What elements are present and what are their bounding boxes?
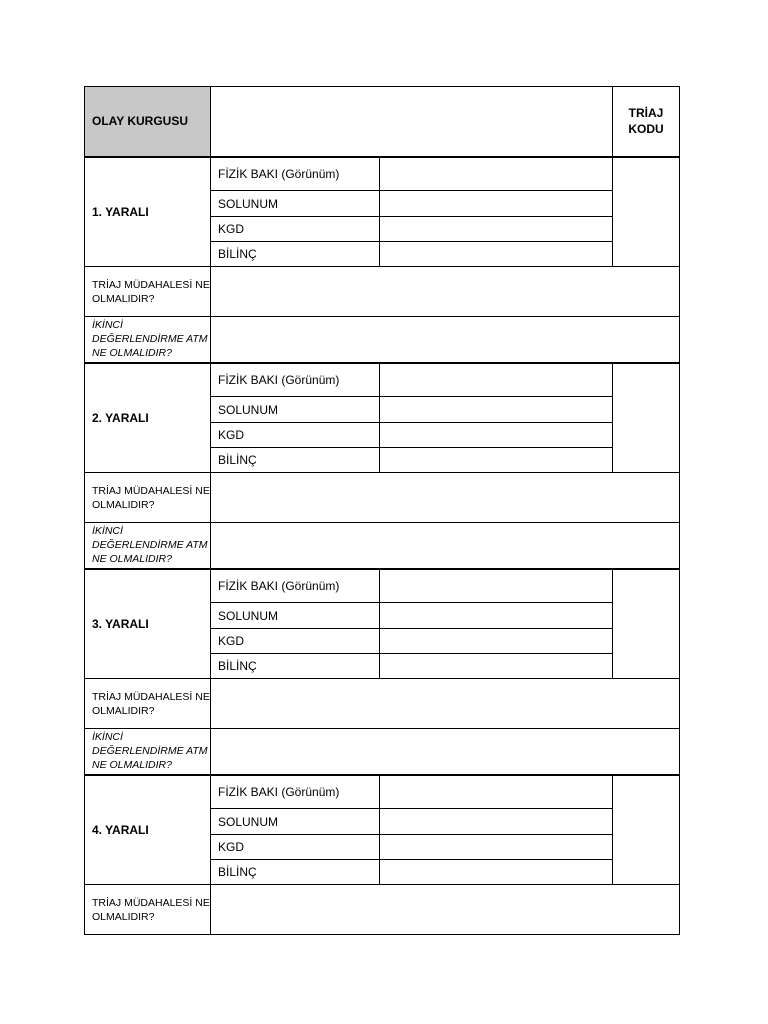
triage-table (84, 86, 680, 935)
triage-intervention-question: TRİAJ MÜDAHALESİ NE OLMALIDIR? (85, 679, 211, 729)
victim-4-intervention-input[interactable] (211, 885, 680, 935)
victim-1-breathing-input[interactable] (380, 191, 613, 217)
victim-3-intervention-input[interactable] (211, 679, 680, 729)
field-consciousness-label: BİLİNÇ (211, 448, 380, 473)
field-kgd-label: KGD (211, 835, 380, 860)
victim-2-label: 2. YARALI (85, 363, 211, 473)
field-kgd-label: KGD (211, 629, 380, 654)
victim-2-kgd-input[interactable] (380, 423, 613, 448)
field-consciousness-label: BİLİNÇ (211, 654, 380, 679)
victim-1-secondary-input[interactable] (211, 317, 680, 363)
victim-4-triage-code-input[interactable] (613, 775, 680, 885)
scenario-input[interactable] (211, 87, 613, 157)
victim-2-intervention-input[interactable] (211, 473, 680, 523)
victim-3-breathing-input[interactable] (380, 603, 613, 629)
triage-code-label: TRİAJ KODU (613, 87, 680, 157)
victim-4-kgd-input[interactable] (380, 835, 613, 860)
triage-intervention-question: TRİAJ MÜDAHALESİ NE OLMALIDIR? (85, 885, 211, 935)
field-breathing-label: SOLUNUM (211, 603, 380, 629)
victim-2-breathing-input[interactable] (380, 397, 613, 423)
victim-3-consciousness-input[interactable] (380, 654, 613, 679)
victim-2-physical-input[interactable] (380, 363, 613, 397)
victim-4-row (85, 775, 680, 809)
victim-1-label: 1. YARALI (85, 157, 211, 267)
victim-1-triage-code-input[interactable] (613, 157, 680, 267)
header-row (85, 87, 680, 157)
field-physical-label: FİZİK BAKI (Görünüm) (211, 775, 380, 809)
triage-intervention-question: TRİAJ MÜDAHALESİ NE OLMALIDIR? (85, 473, 211, 523)
victim-2-row (85, 363, 680, 397)
victim-4-breathing-input[interactable] (380, 809, 613, 835)
victim-1-consciousness-input[interactable] (380, 242, 613, 267)
victim-4-physical-input[interactable] (380, 775, 613, 809)
field-physical-label: FİZİK BAKI (Görünüm) (211, 363, 380, 397)
victim-3-triage-code-input[interactable] (613, 569, 680, 679)
triage-form (84, 86, 679, 935)
victim-3-row (85, 569, 680, 603)
victim-1-kgd-input[interactable] (380, 217, 613, 242)
victim-2-consciousness-input[interactable] (380, 448, 613, 473)
victim-3-label: 3. YARALI (85, 569, 211, 679)
victim-3-physical-input[interactable] (380, 569, 613, 603)
victim-2-secondary-input[interactable] (211, 523, 680, 569)
secondary-assessment-question: İKİNCİ DEĞERLENDİRME ATM NE OLMALIDIR? (85, 317, 211, 363)
victim-2-triage-code-input[interactable] (613, 363, 680, 473)
victim-4-label: 4. YARALI (85, 775, 211, 885)
field-physical-label: FİZİK BAKI (Görünüm) (211, 157, 380, 191)
secondary-assessment-question: İKİNCİ DEĞERLENDİRME ATM NE OLMALIDIR? (85, 729, 211, 775)
field-consciousness-label: BİLİNÇ (211, 242, 380, 267)
victim-1-physical-input[interactable] (380, 157, 613, 191)
field-physical-label: FİZİK BAKI (Görünüm) (211, 569, 380, 603)
victim-3-secondary-input[interactable] (211, 729, 680, 775)
scenario-label: OLAY KURGUSU (85, 87, 211, 157)
victim-3-kgd-input[interactable] (380, 629, 613, 654)
field-consciousness-label: BİLİNÇ (211, 860, 380, 885)
secondary-assessment-question: İKİNCİ DEĞERLENDİRME ATM NE OLMALIDIR? (85, 523, 211, 569)
victim-1-row (85, 157, 680, 191)
triage-intervention-question: TRİAJ MÜDAHALESİ NE OLMALIDIR? (85, 267, 211, 317)
field-breathing-label: SOLUNUM (211, 397, 380, 423)
field-kgd-label: KGD (211, 423, 380, 448)
field-kgd-label: KGD (211, 217, 380, 242)
field-breathing-label: SOLUNUM (211, 191, 380, 217)
victim-1-intervention-input[interactable] (211, 267, 680, 317)
victim-4-consciousness-input[interactable] (380, 860, 613, 885)
field-breathing-label: SOLUNUM (211, 809, 380, 835)
